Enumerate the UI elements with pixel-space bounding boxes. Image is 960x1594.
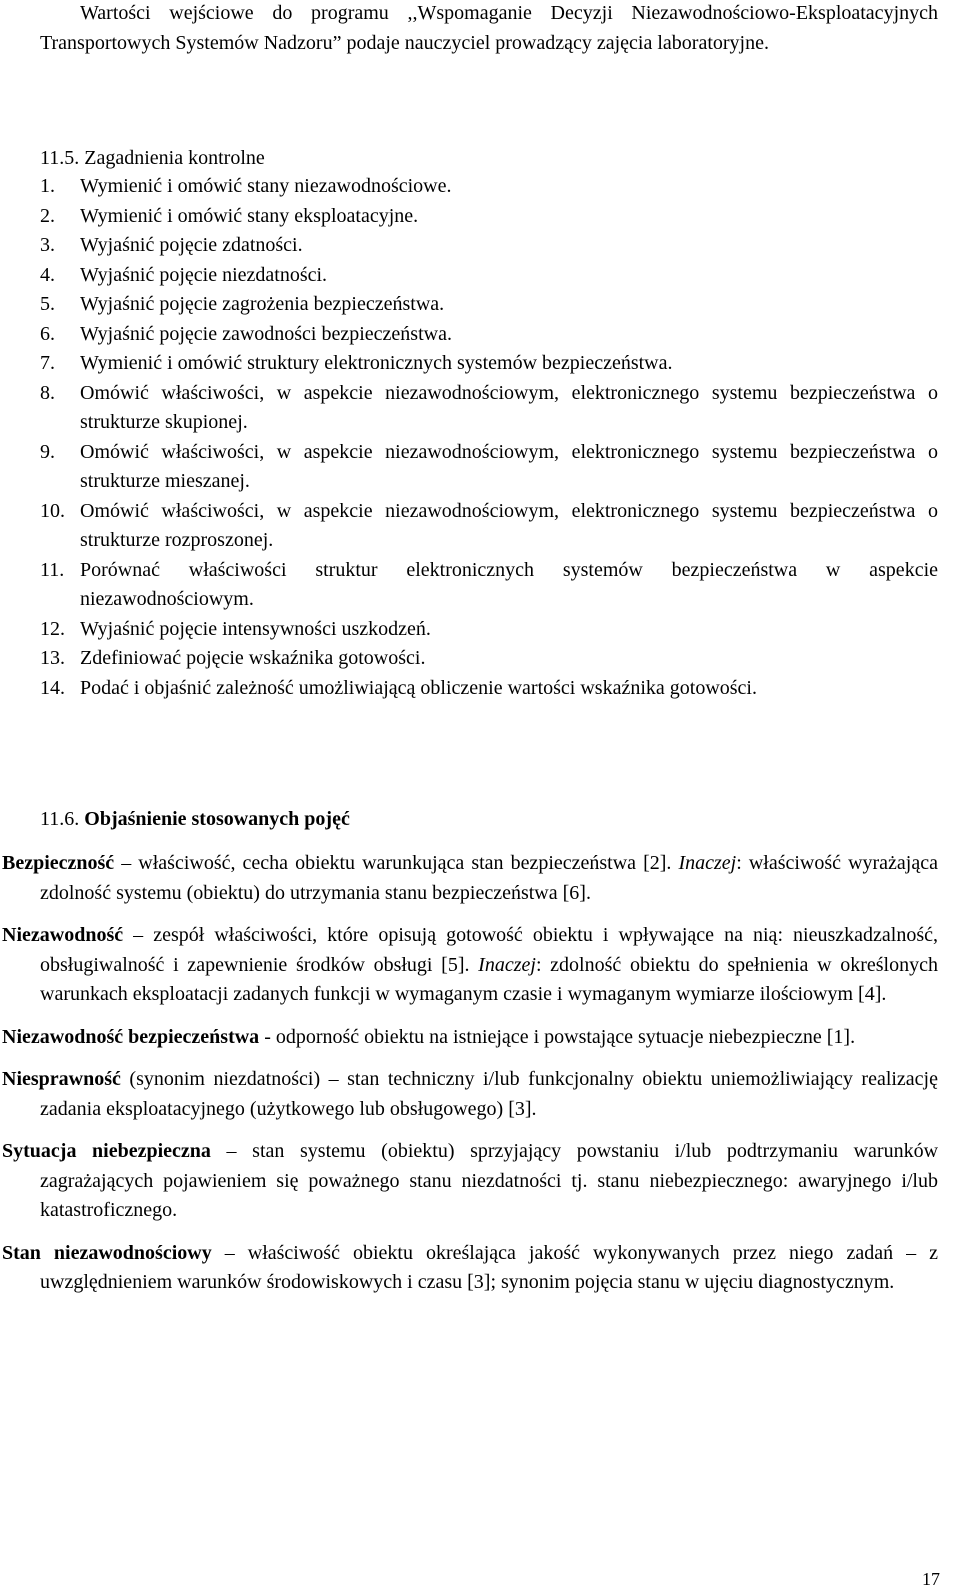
list-item-number: 3. [40, 234, 55, 256]
list-item-text: Zdefiniować pojęcie wskaźnika gotowości. [80, 647, 426, 669]
section-heading-terms [40, 805, 350, 835]
definition-term: Sytuacja niebezpieczna [2, 1140, 211, 1162]
list-item [40, 615, 938, 645]
list-item [40, 320, 938, 350]
list-item-number: 2. [40, 204, 55, 227]
definition-term: Niesprawność [2, 1068, 121, 1090]
definition-text: właściwość, cecha obiektu warunkująca stan bezpieczeństwa [2]. [138, 852, 679, 874]
definition-separator: – [114, 852, 139, 874]
list-item [40, 379, 938, 438]
definitions-list [2, 849, 938, 1311]
list-item-number: 9. [40, 440, 55, 463]
definition-separator: – [210, 1140, 253, 1162]
list-item-number: 10. [40, 499, 65, 522]
definition-stan-niezawodnosciowy [2, 1239, 938, 1298]
list-item [40, 290, 938, 320]
list-item [40, 497, 938, 556]
definition-text: zespół właściwości, które opisują gotowość obiektu i wpływające na nią: nieuszkadzalność, obsługiwalność i zapewnienie środków obsługi [5]. [40, 924, 938, 976]
list-item-number: 8. [40, 381, 55, 404]
definition-text: właściwość obiektu określająca jakość wykonywanych przez niego zadań – z uwzględnieniem warunków środowiskowych i czasu [3]; synonim pojęcia stanu w ujęciu diagnostycznym. [40, 1241, 938, 1293]
definition-alt-label: Inaczej [678, 852, 737, 874]
definition-text: odporność obiektu na istniejące i powstające sytuacje niebezpieczne [1]. [275, 1025, 856, 1048]
definition-separator: – [123, 924, 154, 946]
list-item [40, 438, 938, 497]
control-questions-list [40, 172, 938, 703]
list-item [40, 172, 938, 202]
section-title: Objaśnienie stosowanych pojęć [84, 808, 350, 830]
definition-sytuacja-niebezpieczna [2, 1137, 938, 1226]
list-item [40, 349, 938, 379]
definition-term: Niezawodność [2, 924, 124, 946]
list-item [40, 556, 938, 615]
list-item-text: Wyjaśnić pojęcie niezdatności. [80, 263, 328, 286]
list-item-text: Wymienić i omówić stany niezawodnościowe. [80, 175, 452, 197]
definition-text: stan systemu (obiektu) sprzyjający powstaniu i/lub podtrzymaniu warunków zagrażających pojawieniem się poważnego stanu niezdatności tj. stanu niebezpiecznego: awaryjnego i/lub katastroficznego. [40, 1140, 939, 1221]
list-item-number: 7. [40, 352, 55, 374]
list-item [40, 231, 938, 261]
definition-alt-text: : zdolność obiektu do spełnienia w określonych warunkach eksploatacji zadanych funkcji w wymaganym czasie i wymaganym wymiarze ilościowym [4]. [40, 953, 938, 1005]
list-item-number: 11. [40, 558, 65, 581]
list-item-text: Omówić właściwości, w aspekcie niezawodnościowym, elektronicznego systemu bezpieczeństwa o strukturze mieszanej. [80, 440, 938, 492]
page-number: 17 [922, 1569, 940, 1589]
list-item [40, 674, 938, 704]
definition-term: Bezpieczność [2, 852, 115, 874]
section-title: Zagadnienia kontrolne [84, 147, 265, 169]
list-item-text: Wyjaśnić pojęcie intensywności uszkodzeń. [80, 617, 431, 640]
definition-separator: – [211, 1241, 248, 1264]
list-item-text: Wyjaśnić pojęcie zawodności bezpieczeństwa. [80, 322, 452, 345]
list-item-number: 1. [40, 175, 55, 197]
list-item-number: 5. [40, 293, 55, 315]
list-item [40, 644, 938, 674]
definition-niezawodnosc-bezpieczenstwa [2, 1023, 938, 1053]
list-item [40, 261, 938, 291]
list-item-number: 6. [40, 322, 55, 345]
definition-niezawodnosc [2, 921, 938, 1010]
list-item-text: Wyjaśnić pojęcie zdatności. [80, 234, 303, 256]
list-item-number: 4. [40, 263, 55, 286]
section-number: 11.6. [40, 808, 80, 830]
definition-term: Niezawodność bezpieczeństwa [2, 1025, 260, 1048]
definition-alt-text: : właściwość wyrażająca zdolność systemu (obiektu) do utrzymania stanu bezpieczeństwa [6]. [40, 852, 938, 904]
intro-paragraph: Wartości wejściowe do programu ,,Wspomaganie Decyzji Niezawodnościowo-Eksploatacyjnych Transportowych Systemów Nadzoru” podaje nauczyciel prowadzący zajęcia laboratoryjne. [40, 2, 938, 54]
definition-bezpiecznosc [2, 849, 938, 908]
section-number: 11.5. [40, 147, 80, 169]
list-item-text: Wymienić i omówić struktury elektronicznych systemów bezpieczeństwa. [80, 352, 673, 374]
list-item [40, 202, 938, 232]
list-item-number: 13. [40, 647, 65, 669]
definition-niesprawnosc [2, 1065, 938, 1124]
list-item-text: Wymienić i omówić stany eksploatacyjne. [80, 204, 419, 227]
list-item-text: Podać i objaśnić zależność umożliwiającą obliczenie wartości wskaźnika gotowości. [80, 676, 757, 699]
list-item-text: Omówić właściwości, w aspekcie niezawodnościowym, elektronicznego systemu bezpieczeństwa o strukturze skupionej. [80, 381, 938, 433]
definition-separator: - [259, 1025, 276, 1048]
definition-alt-label: Inaczej [478, 953, 536, 976]
list-item-text: Porównać właściwości struktur elektronicznych systemów bezpieczeństwa w aspekcie niezawodnościowym. [80, 558, 938, 610]
definition-text: (synonim niezdatności) – stan techniczny i/lub funkcjonalny obiektu uniemożliwiający realizację zadania eksploatacyjnego (użytkowego lub obsługowego) [3]. [40, 1068, 938, 1120]
list-item-text: Omówić właściwości, w aspekcie niezawodnościowym, elektronicznego systemu bezpieczeństwa o strukturze rozproszonej. [80, 499, 938, 551]
list-item-number: 14. [40, 676, 65, 699]
list-item-number: 12. [40, 617, 65, 640]
list-item-text: Wyjaśnić pojęcie zagrożenia bezpieczeństwa. [80, 293, 445, 315]
definition-term: Stan niezawodnościowy [2, 1241, 212, 1264]
section-heading-control-questions [40, 144, 265, 174]
